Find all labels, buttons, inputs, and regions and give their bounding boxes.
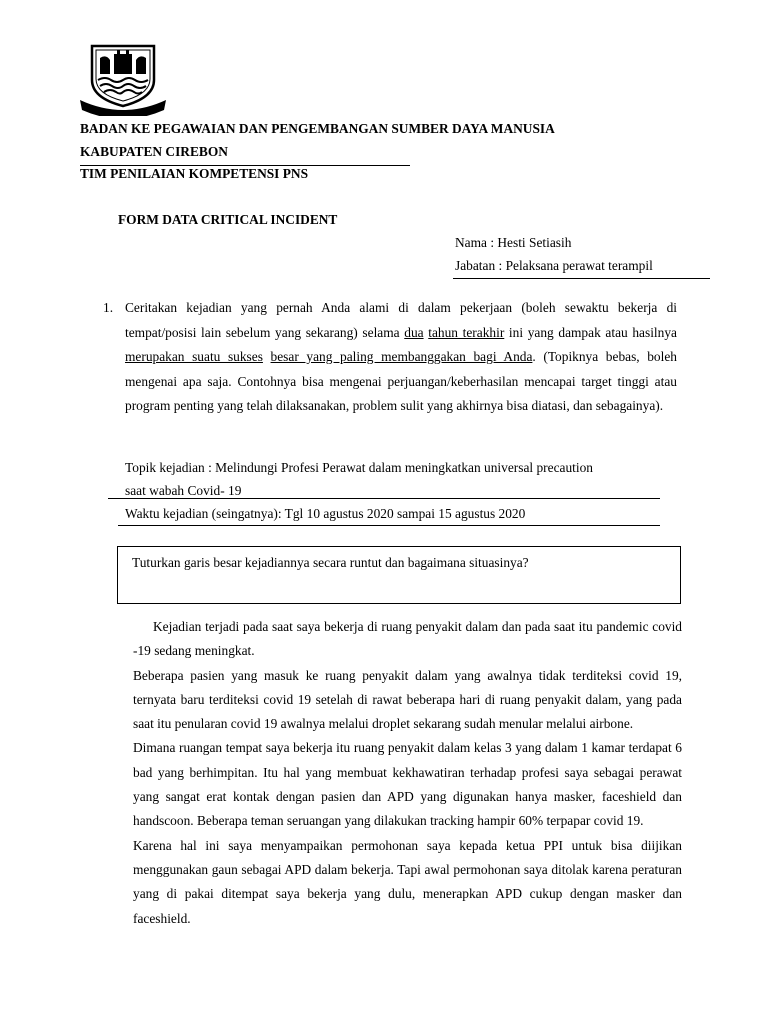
nama-field: Nama : Hesti Setiasih (455, 235, 572, 250)
jabatan-underline (453, 278, 710, 279)
prompt-text: Tuturkan garis besar kejadiannya secara runtut dan bagaimana situasinya? (132, 555, 529, 570)
waktu-underline (118, 525, 660, 526)
regency-name: KABUPATEN CIREBON (80, 144, 228, 159)
topic-line: Topik kejadian : Melindungi Profesi Perawat dalam meningkatkan universal precaution (125, 460, 593, 475)
prompt-box (117, 546, 681, 604)
topic-line-continued: saat wabah Covid- 19 (125, 483, 242, 498)
topic-underline (108, 498, 660, 499)
narrative-paragraph: Karena hal ini saya menyampaikan permohonan saya kepada ketua PPI untuk bisa diijikan menggunakan gaun sebagai APD dalam bekerja. Tapi awal permohonan saya ditolak karena peraturan yang di pakai ditempat saya bekerja yang dulu, menerapkan APD cukup dengan masker dan faceshield. (133, 837, 682, 926)
jabatan-field: Jabatan : Pelaksana perawat terampil (455, 258, 653, 273)
narrative-paragraph: Dimana ruangan tempat saya bekerja itu ruang penyakit dalam kelas 3 yang dalam 1 kamar terdapat 6 bad yang berhimpitan. Itu hal yang membuat kekhawatiran terhadap profesi saya sebagai perawat yang sangat erat kontak dengan pasien dan APD yang digunakan hanya masker, faceshield dan handscoon. Beberapa teman seruangan yang dilakukan tracking hampir 60% terpapar covid 19. (133, 740, 682, 829)
question-text: Ceritakan kejadian yang pernah Anda alami di dalam pekerjaan (boleh sewaktu bekerja di tempat/posisi lain sebelum yang sekarang) selama dua tahun terakhir ini yang dampak atau hasilnya merupakan suatu sukses besar yang paling membanggakan bagi Anda. (Topiknya bebas, boleh mengenai apa saja. Contohnya bisa mengenai perjuangan/keberhasilan mencapai target tinggi atau program penting yang telah dilaksanakan, problem sulit yang akhirnya bisa diatasi, dan sebagainya). (125, 300, 677, 413)
form-title: FORM DATA CRITICAL INCIDENT (118, 212, 338, 227)
narrative-paragraph: Beberapa pasien yang masuk ke ruang penyakit dalam yang awalnya tidak terditeksi covid 19, ternyata baru terditeksi covid 19 setelah di rawat beberapa hari di ruang penyakit dalam, yang pada saat itu penularan covid 19 awalnya melalui droplet sekarang sudah menular melalui airbone. (133, 667, 682, 732)
narrative-body (133, 615, 682, 931)
agency-name: BADAN KE PEGAWAIAN DAN PENGEMBANGAN SUMBER DAYA MANUSIA (80, 121, 555, 136)
waktu-kejadian: Waktu kejadian (seingatnya): Tgl 10 agustus 2020 sampai 15 agustus 2020 (125, 506, 526, 521)
narrative-paragraph: Kejadian terjadi pada saat saya bekerja di ruang penyakit dalam dan pada saat itu pandemic covid -19 sedang meningkat. (133, 619, 682, 659)
team-name: TIM PENILAIAN KOMPETENSI PNS (80, 166, 309, 181)
question-number: 1. (103, 300, 114, 315)
kabupaten-cirebon-seal-icon (78, 40, 168, 116)
